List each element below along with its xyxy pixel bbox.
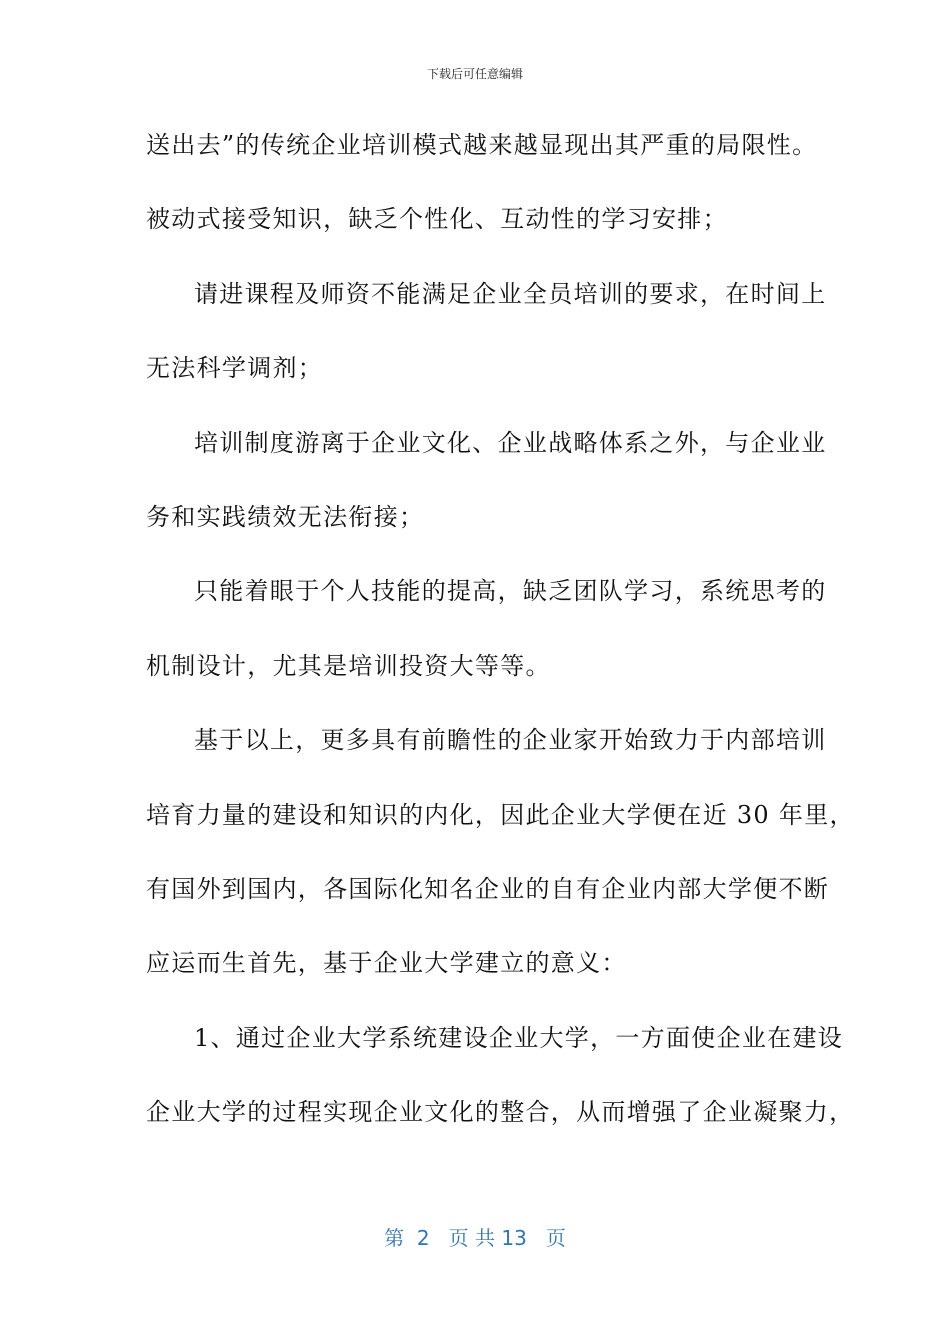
body-line: 无法科学调剂； [146,354,324,382]
body-line: 培训制度游离于企业文化、企业战略体系之外，与企业业 [194,429,827,457]
body-line: 培育力量的建设和知识的内化，因此企业大学便在近 30 年里， [146,801,855,829]
body-line: 送出去”的传统企业培训模式越来越显现出其严重的局限性。 [146,131,818,159]
body-line: 基于以上，更多具有前瞻性的企业家开始致力于内部培训 [194,726,827,754]
body-line: 企业大学的过程实现企业文化的整合，从而增强了企业凝聚力， [146,1098,855,1126]
body-line: 机制设计，尤其是培训投资大等等。 [146,652,551,680]
page-header: 下载后可任意编辑 [426,67,523,81]
page-number-footer: 第 2 页 共 13 页 [384,1226,566,1250]
body-line: 应运而生首先，基于企业大学建立的意义： [146,949,627,977]
body-line: 请进课程及师资不能满足企业全员培训的要求，在时间上 [194,280,827,308]
body-line: 被动式接受知识，缺乏个性化、互动性的学习安排； [146,205,728,233]
body-line: 1、通过企业大学系统建设企业大学，一方面使企业在建设 [194,1024,844,1052]
body-line: 只能着眼于个人技能的提高，缺乏团队学习，系统思考的 [194,577,827,605]
body-line: 务和实践绩效无法衔接； [146,503,425,531]
body-line: 有国外到国内，各国际化知名企业的自有企业内部大学便不断 [146,875,830,903]
